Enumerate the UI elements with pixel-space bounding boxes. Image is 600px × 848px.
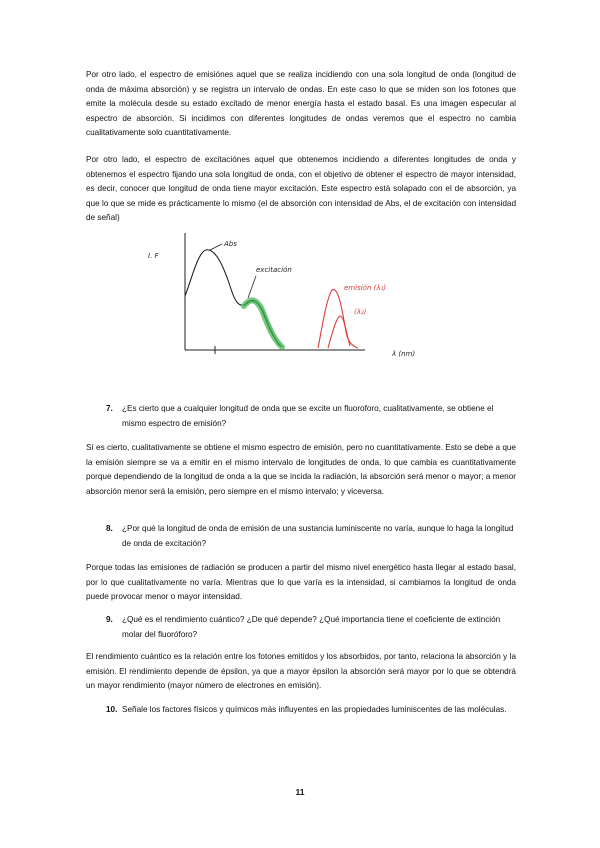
question-7 [106,402,514,431]
question-number: 10. [106,705,118,714]
paragraph-excitation-spectrum: Por otro lado, el espectro de excitaciónes aquel que obtenemos incidiendo a diferentes longitudes de onda y obtenemos el espectro fijando una sola longitud de onda, con el objetivo de obtener el espectro de mayor intensidad, es decir, conocer que longitud de onda tiene mayor excitación. Este espectro está solapado con el de absorción, ya que lo que se mide es prácticamente lo mismo (el de absorción con intensidad de Abs, el de excitación con intensidad de señal) [86,155,516,223]
paragraph-emission-spectrum: Por otro lado, el espectro de emisiónes aquel que se realiza incidiendo con una sola longitud de onda (longitud de onda de máxima absorción) y se registra un intervalo de ondas. En este caso lo que se miden son los fotones que emite la molécula desde su estado excitado de menor energía hasta el estado basal. Es una imagen especular al espectro de absorción. Si incidimos con diferentes longitudes de ondas veremos que el espectro no cambia cualitativamente solo cuantitativamente. [86,70,516,138]
answer-7: Sí es cierto, cualitativamente se obtiene el mismo espectro de emisión, pero no cuantitativamente. Esto se debe a que la emisión siempre se va a emitir en el mismo intervalo de longitudes de onda, lo que cambia es cuantitativamente porque dependiendo de la longitud de onda a la que se incida la radiación, la absorción será menor o mayor; a menor absorción menor será la emisión, pero siempre en el mismo intervalo; y viceversa. [86,443,516,496]
answer-9: El rendimiento cuántico es la relación entre los fotones emitidos y los absorbidos, por tanto, relaciona la absorción y la emisión. El rendimiento depende de épsilon, ya que a mayor épsilon la absorción será mayor por lo que se obtendrá un mayor rendimiento (mayor número de electrones en emisión). [86,652,516,691]
emission-label-2b: (λ₂) [354,308,367,316]
question-text: ¿Por qué la longitud de onda de emisión de una sustancia luminiscente no varía, aunque lo haga la longitud de onda de excitación? [122,524,514,548]
question-8 [106,522,514,551]
question-number: 7. [106,404,113,413]
question-9 [106,613,514,642]
excitation-arrow [248,276,256,298]
absorption-curve [185,250,280,346]
x-axis-label: λ (nm) [392,350,416,358]
emission-label-1: emisión (λ₁) [344,284,387,292]
abs-label: Abs [224,240,237,248]
question-10 [106,703,514,718]
question-number: 9. [106,615,113,624]
excitation-label: excitación [256,266,292,274]
answer-8: Porque todas las emisiones de radiación se producen a partir del mismo nivel energético hasta llegar al estado basal, por lo que cualitativamente no varía. Mientras que lo que varía es la intensidad, si cambiamos la longitud de onda puede provocar menor o mayor intensidad. [86,563,516,602]
spectra-figure [140,228,445,358]
question-text: Señale los factores físicos y químicos más influyentes en las propiedades luminiscentes de las moléculas. [122,705,507,714]
y-axis-label: I. F [148,252,159,260]
question-number: 8. [106,524,113,533]
emission-curve-2 [328,316,350,348]
question-text: ¿Qué es el rendimiento cuántico? ¿De qué depende? ¿Qué importancia tiene el coeficiente de extinción molar del fluoróforo? [122,615,501,639]
page-number: 11 [295,787,305,797]
question-text: ¿Es cierto que a cualquier longitud de onda que se excite un fluoroforo, cualitativamente, se obtiene el mismo espectro de emisión? [122,404,494,428]
abs-arrow [210,244,222,250]
